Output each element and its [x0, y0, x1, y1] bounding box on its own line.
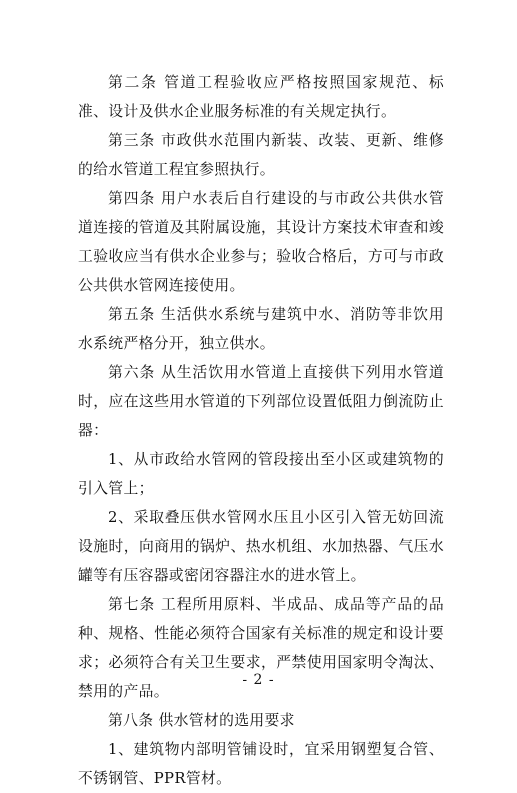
article-8-heading: 第八条 供水管材的选用要求: [108, 712, 295, 729]
page-number: - 2 -: [242, 672, 275, 688]
article-2-paragraph: 第二条 管道工程验收应严格按照国家规范、标准、设计及供水企业服务标准的有关规定执行。: [78, 74, 444, 120]
article-5-paragraph: 第五条 生活供水系统与建筑中水、消防等非饮用水系统严格分开，独立供水。: [78, 306, 444, 352]
article-3-paragraph: 第三条 市政供水范围内新装、改装、更新、维修的给水管道工程宜参照执行。: [78, 132, 444, 178]
article-6-item-2: 2、采取叠压供水管网水压且小区引入管无妨回流设施时，向商用的锅炉、热水机组、水加热器、气压水罐等有压容器或密闭容器注水的进水管上。: [78, 509, 444, 584]
article-8-item-1: 1、建筑物内部明管铺设时，宜采用钢塑复合管、不锈钢管、PPR管材。: [78, 741, 444, 787]
article-7-paragraph: 第七条 工程所用原料、半成品、成品等产品的品种、规格、性能必须符合国家有关标准的规定和设计要求；必须符合有关卫生要求，严禁使用国家明令淘汰、禁用的产品。: [78, 596, 444, 700]
article-4-paragraph: 第四条 用户水表后自行建设的与市政公共供水管道连接的管道及其附属设施，其设计方案技术审查和竣工验收应当有供水企业参与；验收合格后，方可与市政公共供水管网连接使用。: [78, 190, 444, 294]
article-6-item-1: 1、从市政给水管网的管段接出至小区或建筑物的引入管上；: [78, 451, 444, 497]
article-6-paragraph: 第六条 从生活饮用水管道上直接供下列用水管道时，应在这些用水管道的下列部位设置低阻力倒流防止器：: [78, 364, 444, 439]
